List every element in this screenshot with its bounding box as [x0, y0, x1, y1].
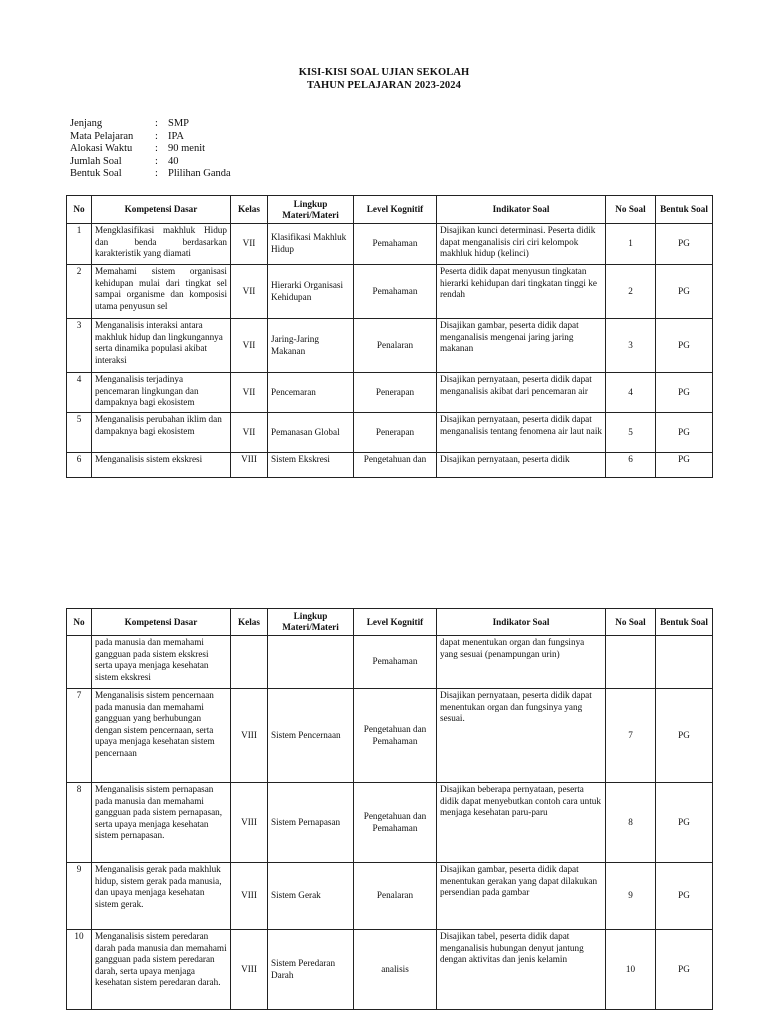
cell-kelas: VIII — [231, 453, 268, 478]
cell-no-soal: 8 — [606, 783, 656, 863]
col-header-indikator-soal: Indikator Soal — [437, 196, 606, 224]
cell-no-soal: 3 — [606, 319, 656, 373]
cell-lingkup: Klasifikasi Makhluk Hidup — [268, 224, 354, 265]
cell-lingkup: Hierarki Organisasi Kehidupan — [268, 265, 354, 319]
cell-bentuk-soal: PG — [656, 373, 713, 413]
cell-indikator: Disajikan pernyataan, peserta didik dapat menentukan organ dan fungsinya yang sesuai. — [437, 689, 606, 783]
cell-kompetensi-dasar: Menganalisis sistem ekskresi — [92, 453, 231, 478]
table-header-row — [67, 196, 713, 224]
meta-row-alokasi-waktu — [70, 143, 231, 156]
col-header-bentuk-soal: Bentuk Soal — [656, 609, 713, 636]
cell-kompetensi-dasar: Memahami sistem organisasi kehidupan mulai dari tingkat sel sampai organisme dan komposisi utama penyusun sel — [92, 265, 231, 319]
cell-no: 5 — [67, 413, 92, 453]
cell-no: 1 — [67, 224, 92, 265]
table-row — [67, 453, 713, 478]
cell-kelas: VIII — [231, 689, 268, 783]
table-row — [67, 265, 713, 319]
cell-no: 6 — [67, 453, 92, 478]
cell-kompetensi-dasar: Menganalisis sistem pernapasan pada manusia dan memahami gangguan pada sistem pernapasan, serta upaya menjaga kesehatan sistem pernapasan. — [92, 783, 231, 863]
table-row — [67, 413, 713, 453]
cell-lingkup: Sistem Ekskresi — [268, 453, 354, 478]
document-subtitle: TAHUN PELAJARAN 2023-2024 — [307, 80, 461, 91]
cell-indikator: dapat menentukan organ dan fungsinya yang sesuai (penampungan urin) — [437, 636, 606, 689]
cell-no-soal: 7 — [606, 689, 656, 783]
cell-bentuk-soal: PG — [656, 453, 713, 478]
cell-level: analisis — [354, 930, 437, 1010]
cell-kelas: VIII — [231, 783, 268, 863]
document-title: KISI-KISI SOAL UJIAN SEKOLAH — [298, 67, 470, 78]
cell-no: 7 — [67, 689, 92, 783]
table-row — [67, 636, 713, 689]
table-row — [67, 783, 713, 863]
cell-bentuk-soal: PG — [656, 319, 713, 373]
cell-level: Pengetahuan dan Pemahaman — [354, 783, 437, 863]
col-header-no-soal: No Soal — [606, 196, 656, 224]
cell-bentuk-soal: PG — [656, 689, 713, 783]
col-header-lingkup-materi: Lingkup Materi/Materi — [268, 609, 354, 636]
col-header-level-kognitif: Level Kognitif — [354, 609, 437, 636]
meta-label: Jenjang — [70, 118, 103, 129]
cell-level: Pengetahuan dan — [354, 453, 437, 478]
cell-bentuk-soal: PG — [656, 413, 713, 453]
cell-no: 3 — [67, 319, 92, 373]
table-row — [67, 319, 713, 373]
cell-indikator: Disajikan pernyataan, peserta didik — [437, 453, 606, 478]
cell-bentuk-soal: PG — [656, 224, 713, 265]
cell-no: 9 — [67, 863, 92, 930]
cell-lingkup: Jaring-Jaring Makanan — [268, 319, 354, 373]
cell-level: Pemahaman — [354, 636, 437, 689]
col-header-level-kognitif: Level Kognitif — [354, 196, 437, 224]
cell-indikator: Disajikan kunci determinasi. Peserta didik dapat menganalisis ciri ciri kelompok makhluk hidup (kelinci) — [437, 224, 606, 265]
cell-no-soal: 5 — [606, 413, 656, 453]
meta-value: 90 menit — [168, 143, 206, 155]
cell-lingkup: Pemanasan Global — [268, 413, 354, 453]
cell-level: Pengetahuan dan Pemahaman — [354, 689, 437, 783]
cell-no-soal: 4 — [606, 373, 656, 413]
table-header-row — [67, 609, 713, 636]
cell-indikator: Disajikan gambar, peserta didik dapat menganalisis mengenai jaring jaring makanan — [437, 319, 606, 373]
cell-indikator: Disajikan tabel, peserta didik dapat menganalisis hubungan denyut jantung dengan aktivitas dan jenis kelamin — [437, 930, 606, 1010]
col-header-kompetensi-dasar: Kompetensi Dasar — [92, 609, 231, 636]
cell-bentuk-soal — [656, 636, 713, 689]
cell-lingkup: Sistem Pernapasan — [268, 783, 354, 863]
cell-kelas: VII — [231, 373, 268, 413]
cell-no-soal: 1 — [606, 224, 656, 265]
cell-kompetensi-dasar: Mengklasifikasi makhluk Hidup dan benda berdasarkan karakteristik yang diamati — [92, 224, 231, 265]
cell-level: Pemahaman — [354, 224, 437, 265]
cell-indikator: Disajikan gambar, peserta didik dapat menentukan gerakan yang dapat dilakukan persendian pada gambar — [437, 863, 606, 930]
table-row — [67, 373, 713, 413]
cell-kompetensi-dasar: Menganalisis gerak pada makhluk hidup, sistem gerak pada manusia, dan upaya menjaga kesehatan sistem gerak. — [92, 863, 231, 930]
meta-separator: : — [155, 143, 158, 155]
cell-kompetensi-dasar: Menganalisis sistem pencernaan pada manusia dan memahami gangguan yang berhubungan dengan sistem pencernaan, serta upaya menjaga kesehatan sistem pencernaan — [92, 689, 231, 783]
cell-kompetensi-dasar: Menganalisis interaksi antara makhluk hidup dan lingkungannya serta dinamika populasi akibat interaksi — [92, 319, 231, 373]
kisi-kisi-table-page-1 — [66, 195, 713, 478]
cell-no: 10 — [67, 930, 92, 1010]
col-header-kompetensi-dasar: Kompetensi Dasar — [92, 196, 231, 224]
cell-lingkup — [268, 636, 354, 689]
meta-separator: : — [155, 155, 158, 167]
meta-value: SMP — [168, 118, 190, 129]
meta-label: Alokasi Waktu — [70, 143, 133, 155]
cell-level: Pemahaman — [354, 265, 437, 319]
meta-row-jumlah-soal — [70, 156, 231, 169]
cell-kompetensi-dasar: Menganalisis perubahan iklim dan dampaknya bagi ekosistem — [92, 413, 231, 453]
cell-lingkup: Sistem Pencernaan — [268, 689, 354, 783]
cell-indikator: Disajikan pernyataan, peserta didik dapat menganalisis akibat dari pencemaran air — [437, 373, 606, 413]
col-header-lingkup-materi: Lingkup Materi/Materi — [268, 196, 354, 224]
cell-no: 2 — [67, 265, 92, 319]
cell-bentuk-soal: PG — [656, 863, 713, 930]
cell-level: Penerapan — [354, 413, 437, 453]
cell-no-soal — [606, 636, 656, 689]
col-header-kelas: Kelas — [231, 609, 268, 636]
col-header-no: No — [67, 609, 92, 636]
cell-kelas — [231, 636, 268, 689]
meta-info — [70, 118, 231, 181]
meta-separator: : — [155, 130, 158, 142]
cell-kelas: VII — [231, 319, 268, 373]
col-header-bentuk-soal: Bentuk Soal — [656, 196, 713, 224]
cell-indikator: Peserta didik dapat menyusun tingkatan hierarki kehidupan dari tingkatan tinggi ke rendah — [437, 265, 606, 319]
cell-kelas: VII — [231, 265, 268, 319]
meta-value: Plilihan Ganda — [168, 168, 231, 180]
cell-no-soal: 2 — [606, 265, 656, 319]
cell-indikator: Disajikan beberapa pernyataan, peserta didik dapat menyebutkan contoh cara untuk menjaga kesehatan paru-paru — [437, 783, 606, 863]
col-header-indikator-soal: Indikator Soal — [437, 609, 606, 636]
cell-no-soal: 10 — [606, 930, 656, 1010]
table-row — [67, 224, 713, 265]
cell-kelas: VIII — [231, 863, 268, 930]
cell-level: Penalaran — [354, 863, 437, 930]
cell-no — [67, 636, 92, 689]
table-row — [67, 689, 713, 783]
cell-indikator: Disajikan pernyataan, peserta didik dapat menganalisis tentang fenomena air laut naik — [437, 413, 606, 453]
cell-level: Penalaran — [354, 319, 437, 373]
kisi-kisi-table-page-2 — [66, 608, 713, 1010]
cell-kelas: VIII — [231, 930, 268, 1010]
meta-row-jenjang — [70, 118, 231, 131]
meta-row-bentuk-soal — [70, 168, 231, 181]
table-row — [67, 930, 713, 1010]
table-row — [67, 863, 713, 930]
cell-lingkup: Pencemaran — [268, 373, 354, 413]
cell-kompetensi-dasar: Menganalisis sistem peredaran darah pada manusia dan memahami gangguan pada sistem peredaran darah, serta upaya menjaga kesehatan sistem peredaran darah. — [92, 930, 231, 1010]
meta-separator: : — [155, 168, 158, 180]
col-header-kelas: Kelas — [231, 196, 268, 224]
meta-separator: : — [155, 118, 158, 129]
col-header-no-soal: No Soal — [606, 609, 656, 636]
cell-no: 8 — [67, 783, 92, 863]
cell-level: Penerapan — [354, 373, 437, 413]
cell-no: 4 — [67, 373, 92, 413]
cell-kompetensi-dasar: pada manusia dan memahami gangguan pada sistem ekskresi serta upaya menjaga kesehatan sistem ekskresi — [92, 636, 231, 689]
cell-no-soal: 6 — [606, 453, 656, 478]
meta-label: Jumlah Soal — [70, 155, 122, 167]
cell-no-soal: 9 — [606, 863, 656, 930]
col-header-no: No — [67, 196, 92, 224]
meta-label: Mata Pelajaran — [70, 130, 134, 142]
meta-row-mata-pelajaran — [70, 131, 231, 144]
cell-kompetensi-dasar: Menganalisis terjadinya pencemaran lingkungan dan dampaknya bagi ekosistem — [92, 373, 231, 413]
cell-bentuk-soal: PG — [656, 265, 713, 319]
cell-bentuk-soal: PG — [656, 783, 713, 863]
meta-value: IPA — [168, 130, 184, 142]
cell-lingkup: Sistem Gerak — [268, 863, 354, 930]
cell-kelas: VII — [231, 413, 268, 453]
meta-value: 40 — [168, 155, 179, 167]
cell-bentuk-soal: PG — [656, 930, 713, 1010]
cell-lingkup: Sistem Peredaran Darah — [268, 930, 354, 1010]
meta-label: Bentuk Soal — [70, 168, 122, 180]
cell-kelas: VII — [231, 224, 268, 265]
